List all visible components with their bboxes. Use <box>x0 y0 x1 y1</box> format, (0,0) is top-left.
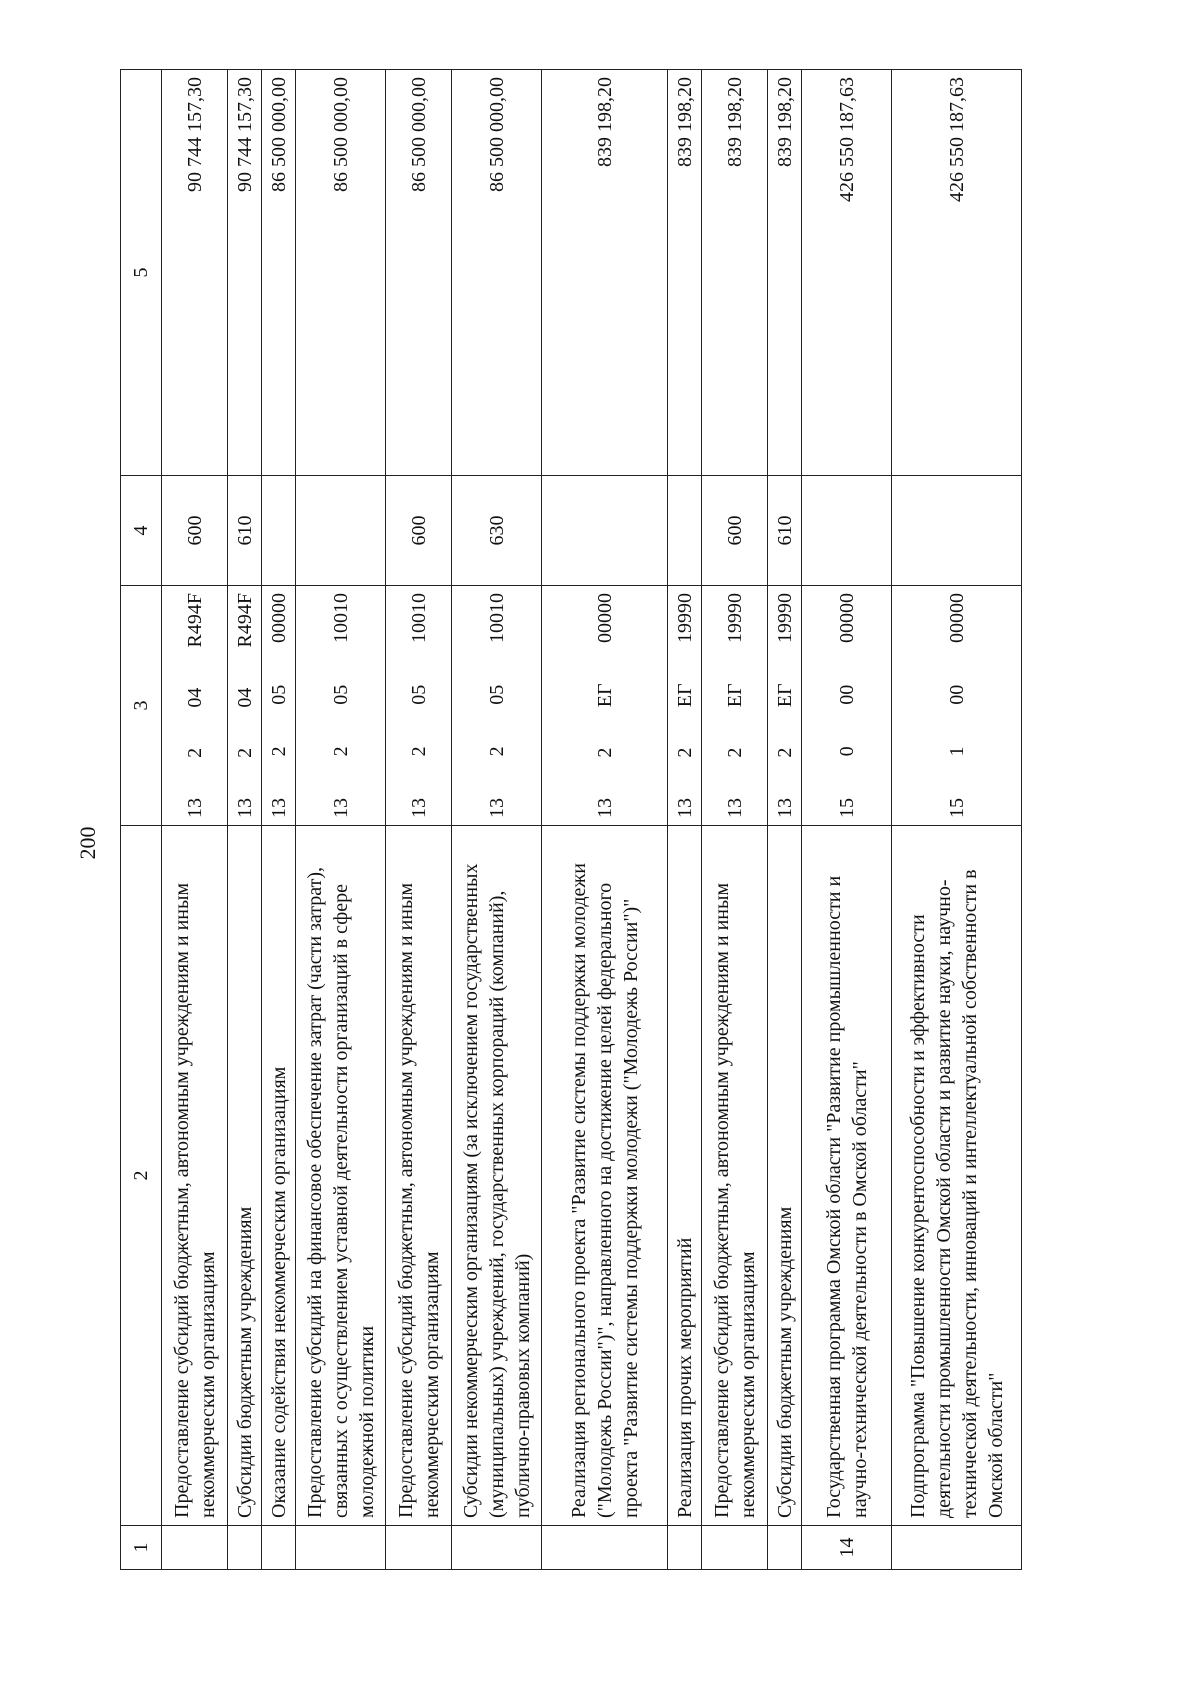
target-article-code <box>296 586 386 826</box>
code-part: 2 <box>723 747 746 758</box>
code-part: 10010 <box>485 593 508 644</box>
code-part: 00000 <box>835 593 858 644</box>
row-amount: 839 198,20 <box>702 70 768 476</box>
table-row <box>452 70 542 1570</box>
code-part: 13 <box>407 798 430 818</box>
table-row <box>702 70 768 1570</box>
row-amount: 86 500 000,00 <box>452 70 542 476</box>
expense-type-code: 610 <box>228 476 262 586</box>
code-part: ЕГ <box>773 683 796 708</box>
row-amount: 86 500 000,00 <box>262 70 296 476</box>
row-name: Предоставление субсидий на финансовое обеспечение затрат (части затрат), связанных с осуществлением уставной деятельности организаций в сфере молодежной политики <box>296 826 386 1526</box>
page-number: 200 <box>75 826 100 860</box>
row-name: Субсидии бюджетным учреждениям <box>768 826 802 1526</box>
table-row <box>296 70 386 1570</box>
row-amount: 426 550 187,63 <box>802 70 892 476</box>
row-amount: 86 500 000,00 <box>296 70 386 476</box>
row-number <box>262 1526 296 1570</box>
code-part: 13 <box>673 798 696 818</box>
code-part: 13 <box>485 798 508 818</box>
code-part: 19990 <box>673 593 696 643</box>
code-part: 00 <box>835 684 858 705</box>
code-part: 1 <box>945 746 968 757</box>
row-name: Предоставление субсидий бюджетным, автономным учреждениям и иным некоммерческим организациям <box>386 826 452 1526</box>
table-row <box>892 70 1022 1570</box>
expense-type-code: 600 <box>702 476 768 586</box>
code-part: 05 <box>267 684 290 705</box>
code-part: 15 <box>945 798 968 818</box>
code-part: 05 <box>407 684 430 705</box>
row-name: Реализация регионального проекта "Развитие системы поддержки молодежи ("Молодежь России")", направленного на достижение целей федерального проекта "Развитие системы поддержки молодежи ("Молодежь России")" <box>542 826 668 1526</box>
target-article-code <box>452 586 542 826</box>
table-row <box>668 70 702 1570</box>
code-part: 04 <box>183 687 206 708</box>
target-article-code <box>386 586 452 826</box>
target-article-code <box>542 586 668 826</box>
code-part: 10010 <box>329 593 352 644</box>
code-part: 13 <box>329 798 352 818</box>
header-row <box>121 70 162 1570</box>
code-part: 04 <box>233 687 256 708</box>
table-row <box>262 70 296 1570</box>
code-part: 05 <box>485 684 508 705</box>
row-name: Государственная программа Омской области "Развитие промышленности и научно-технической деятельности в Омской области" <box>802 826 892 1526</box>
row-number <box>668 1526 702 1570</box>
rotated-page <box>120 70 1120 1570</box>
expense-type-code: 610 <box>768 476 802 586</box>
row-number: 14 <box>802 1526 892 1570</box>
expense-type-code: 630 <box>452 476 542 586</box>
row-number <box>892 1526 1022 1570</box>
row-name: Предоставление субсидий бюджетным, автономным учреждениям и иным некоммерческим организациям <box>162 826 228 1526</box>
target-article-code <box>768 586 802 826</box>
code-part: 19990 <box>773 593 796 643</box>
code-part: 2 <box>773 747 796 758</box>
row-amount: 426 550 187,63 <box>892 70 1022 476</box>
table-row <box>386 70 452 1570</box>
target-article-code <box>702 586 768 826</box>
table-row <box>542 70 668 1570</box>
row-name: Оказание содействия некоммерческим организациям <box>262 826 296 1526</box>
code-part: ЕГ <box>593 683 616 708</box>
code-part: 2 <box>233 747 256 758</box>
row-name: Субсидии бюджетным учреждениям <box>228 826 262 1526</box>
row-number <box>228 1526 262 1570</box>
target-article-code <box>228 586 262 826</box>
expense-type-code: 600 <box>162 476 228 586</box>
budget-table <box>120 69 1022 1570</box>
target-article-code <box>162 586 228 826</box>
row-amount: 86 500 000,00 <box>386 70 452 476</box>
target-article-code <box>802 586 892 826</box>
code-part: 13 <box>267 798 290 818</box>
row-number <box>386 1526 452 1570</box>
column-header-1: 1 <box>121 1526 162 1570</box>
code-part: 13 <box>773 798 796 818</box>
column-header-4: 4 <box>121 476 162 586</box>
code-part: 13 <box>233 798 256 818</box>
code-part: 19990 <box>723 593 746 643</box>
code-part: 00000 <box>593 593 616 643</box>
row-amount: 839 198,20 <box>668 70 702 476</box>
row-name: Субсидии некоммерческим организациям (за исключением государственных (муниципальных) учреждений, государственных корпораций (компаний), публично-правовых компаний) <box>452 826 542 1526</box>
row-number <box>768 1526 802 1570</box>
code-part: ЕГ <box>723 683 746 708</box>
code-part: 2 <box>329 746 352 757</box>
row-number <box>296 1526 386 1570</box>
code-part: 2 <box>485 746 508 757</box>
row-name: Реализация прочих мероприятий <box>668 826 702 1526</box>
code-part: ЕГ <box>673 683 696 708</box>
code-part: 13 <box>183 798 206 818</box>
expense-type-code <box>802 476 892 586</box>
code-part: 13 <box>593 798 616 818</box>
code-part: 05 <box>329 684 352 705</box>
code-part: 00 <box>945 684 968 705</box>
row-amount: 90 744 157,30 <box>162 70 228 476</box>
expense-type-code <box>296 476 386 586</box>
row-amount: 90 744 157,30 <box>228 70 262 476</box>
table-row <box>802 70 892 1570</box>
row-number <box>452 1526 542 1570</box>
code-part: 10010 <box>407 593 430 644</box>
target-article-code <box>262 586 296 826</box>
code-part: 2 <box>267 746 290 757</box>
row-name: Предоставление субсидий бюджетным, автономным учреждениям и иным некоммерческим организациям <box>702 826 768 1526</box>
row-amount: 839 198,20 <box>768 70 802 476</box>
expense-type-code <box>262 476 296 586</box>
code-part: R494F <box>233 593 256 648</box>
row-amount: 839 198,20 <box>542 70 668 476</box>
code-part: 13 <box>723 798 746 818</box>
row-number <box>702 1526 768 1570</box>
expense-type-code: 600 <box>386 476 452 586</box>
target-article-code <box>668 586 702 826</box>
table-row <box>768 70 802 1570</box>
code-part: 2 <box>593 747 616 758</box>
target-article-code <box>892 586 1022 826</box>
code-part: R494F <box>183 593 206 648</box>
code-part: 00000 <box>267 593 290 644</box>
code-part: 2 <box>183 747 206 758</box>
row-name: Подпрограмма "Повышение конкурентоспособности и эффективности деятельности промышленности Омской области и развитие науки, научно-технической деятельности, инноваций и интеллектуальной собственности в Омской области" <box>892 826 1022 1526</box>
row-number <box>162 1526 228 1570</box>
code-part: 15 <box>835 798 858 818</box>
column-header-3: 3 <box>121 586 162 826</box>
column-header-2: 2 <box>121 826 162 1526</box>
expense-type-code <box>892 476 1022 586</box>
code-part: 2 <box>407 746 430 757</box>
code-part: 00000 <box>945 593 968 644</box>
column-header-5: 5 <box>121 70 162 476</box>
expense-type-code <box>668 476 702 586</box>
table-row <box>162 70 228 1570</box>
table-row <box>228 70 262 1570</box>
code-part: 2 <box>673 747 696 758</box>
row-number <box>542 1526 668 1570</box>
code-part: 0 <box>835 746 858 757</box>
expense-type-code <box>542 476 668 586</box>
